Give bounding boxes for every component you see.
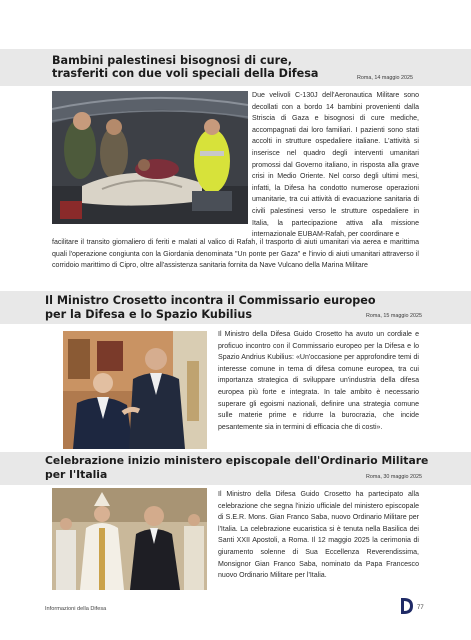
article-3-photo-ceremony xyxy=(52,488,207,590)
article-1-title-line2: trasferiti con due voli speciali della Difesa xyxy=(52,67,319,80)
article-2-title-line2: per la Difesa e lo Spazio Kubilius xyxy=(45,308,252,321)
article-3-title-line2: per l'Italia xyxy=(45,468,108,481)
article-1-text-column xyxy=(252,90,419,241)
ceremony-image xyxy=(52,488,207,590)
handshake-image xyxy=(63,331,207,449)
article-2-dateline: Roma, 15 maggio 2025 xyxy=(366,313,423,319)
article-1-title-line1: Bambini palestinesi bisognosi di cure, xyxy=(52,54,292,67)
publication-logo-icon xyxy=(401,598,413,614)
article-1-paragraph-full: facilitare il transito giornaliero di feriti e malati al valico di Rafah, il trasporto di aiuti umanitari via aerea e marittima quali l'operazione congiunta con la Giordania denominata "Un ponte per Gaza" e l'invio di aiuti umanitari attraverso il corridoio marittimo di Cipro, oltre all'assistenza sanitaria fornita da Nave Vulcano della Marina Militare xyxy=(52,239,419,270)
footer-publication-name: Informazioni della Difesa xyxy=(45,606,107,612)
article-1-photo-medevac xyxy=(52,91,248,224)
article-2-text-column xyxy=(218,329,419,433)
article-1-paragraph-right: Due velivoli C-130J dell'Aeronautica Militare sono decollati con a bordo 14 bambini provenienti dalla Striscia di Gaza e bisognosi di cure mediche, accompagnati dai loro familiari. I pazienti sono stati accolti in strutture ospedaliere italiane. L'attività si inserisce nel quadro degli interventi umanitari promossi dal Governo italiano, in risposta alla grave crisi in Medio Oriente. Nel corso degli ultimi mesi, infatti, la Difesa ha condotto numerose operazioni umanitarie, tra cui attività di evacuazione sanitaria di civili palestinesi verso le strutture ospedaliere in Italia, la partecipazione attiva alla missione internazionale EUBAM-Rafah, per coordinare e xyxy=(252,92,419,239)
article-1-text-full xyxy=(52,237,419,272)
article-2-photo-handshake xyxy=(63,331,207,449)
article-3-dateline: Roma, 30 maggio 2025 xyxy=(366,474,423,480)
aircraft-interior-image xyxy=(52,91,248,224)
page-number: 77 xyxy=(417,605,424,611)
article-3-text-column xyxy=(218,489,419,582)
article-3-title-line1: Celebrazione inizio ministero episcopale dell'Ordinario Militare xyxy=(45,454,429,467)
article-1-dateline: Roma, 14 maggio 2025 xyxy=(357,75,414,81)
article-2-paragraph: Il Ministro della Difesa Guido Crosetto ha avuto un cordiale e proficuo incontro con il Commissario europeo per la Difesa e lo Spazio Andrius Kubilius: «Un'occasione per approfondire temi di interesse comune in tema di difesa comune europea, tra cui importanza strategica di sviluppare un'industria della difesa europea più forte e integrata. In tale ambito è necessario superare gli egoismi nazionali, definire una strategia comune sulle materie prime e ridurre la burocrazia, che incide pesantemente sia in termini di efficacia che di costi». xyxy=(218,331,419,431)
article-3-paragraph: Il Ministro della Difesa Guido Crosetto ha partecipato alla celebrazione che segna l'inizio ufficiale del ministero episcopale di S.E.R. Mons. Gian Franco Saba, nuovo Ordinario Militare per l'Italia. La celebrazione eucaristica si è tenuta nella Basilica dei Santi XXII Apostoli, a Roma. Il 12 maggio 2025 la cerimonia di giuramento solenne di Sua Eccellenza Reverendissima, Monsignor Gian Franco Saba, nominato da Papa Francesco nuovo Ordinario Militare per l'Italia. xyxy=(218,491,419,580)
article-2-title-line1: Il Ministro Crosetto incontra il Commissario europeo xyxy=(45,294,376,307)
